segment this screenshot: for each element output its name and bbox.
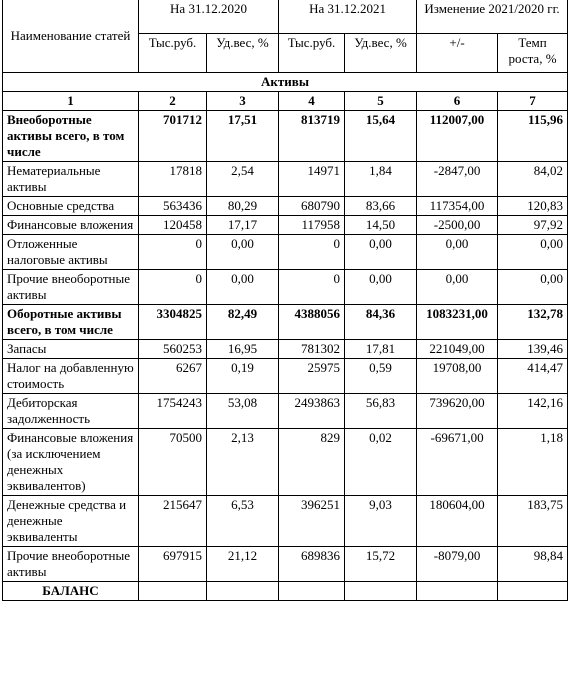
table-row	[3, 270, 568, 305]
row-name: Оборотные активы всего, в том числе	[3, 305, 139, 340]
row-growth: 84,02	[498, 162, 568, 197]
section-row	[3, 73, 568, 92]
row-share-2020: 53,08	[207, 394, 279, 429]
empty-cell	[498, 582, 568, 601]
col-number: 3	[207, 92, 279, 111]
row-growth: 0,00	[498, 270, 568, 305]
empty-cell	[207, 582, 279, 601]
row-diff: -69671,00	[417, 429, 498, 496]
row-growth: 142,16	[498, 394, 568, 429]
row-value-2021: 117958	[279, 216, 345, 235]
row-diff: 221049,00	[417, 340, 498, 359]
row-value-2021: 0	[279, 270, 345, 305]
row-value-2021: 689836	[279, 547, 345, 582]
col-number: 4	[279, 92, 345, 111]
row-value-2020: 0	[139, 270, 207, 305]
header-row-periods	[3, 0, 568, 34]
row-share-2020: 0,00	[207, 235, 279, 270]
header-name-col: Наименование статей	[3, 0, 139, 73]
row-diff: 112007,00	[417, 111, 498, 162]
row-diff: 0,00	[417, 270, 498, 305]
row-value-2021: 0	[279, 235, 345, 270]
row-share-2021: 0,00	[345, 235, 417, 270]
row-value-2020: 3304825	[139, 305, 207, 340]
row-value-2021: 781302	[279, 340, 345, 359]
row-growth: 0,00	[498, 235, 568, 270]
row-share-2020: 0,19	[207, 359, 279, 394]
row-value-2021: 680790	[279, 197, 345, 216]
row-value-2020: 215647	[139, 496, 207, 547]
empty-cell	[417, 582, 498, 601]
empty-cell	[139, 582, 207, 601]
row-value-2021: 25975	[279, 359, 345, 394]
header-diff: +/-	[417, 34, 498, 73]
row-share-2020: 2,13	[207, 429, 279, 496]
row-value-2020: 17818	[139, 162, 207, 197]
row-diff: 739620,00	[417, 394, 498, 429]
row-name: Финансовые вложения	[3, 216, 139, 235]
row-share-2020: 21,12	[207, 547, 279, 582]
header-share-2021: Уд.вес, %	[345, 34, 417, 73]
row-share-2021: 0,02	[345, 429, 417, 496]
row-share-2021: 14,50	[345, 216, 417, 235]
row-share-2021: 15,72	[345, 547, 417, 582]
col-number: 6	[417, 92, 498, 111]
row-growth: 1,18	[498, 429, 568, 496]
row-name: Дебиторская задолженность	[3, 394, 139, 429]
table-row	[3, 216, 568, 235]
row-value-2020: 0	[139, 235, 207, 270]
table-row	[3, 305, 568, 340]
row-share-2020: 16,95	[207, 340, 279, 359]
row-value-2020: 560253	[139, 340, 207, 359]
row-name: Финансовые вложения (за исключением денежных эквивалентов)	[3, 429, 139, 496]
row-diff: -2847,00	[417, 162, 498, 197]
header-period-2021: На 31.12.2021	[279, 0, 417, 34]
table-row	[3, 429, 568, 496]
row-growth: 139,46	[498, 340, 568, 359]
header-thous-2021: Тыс.руб.	[279, 34, 345, 73]
row-growth: 98,84	[498, 547, 568, 582]
row-growth: 97,92	[498, 216, 568, 235]
row-growth: 132,78	[498, 305, 568, 340]
row-name: Внеоборотные активы всего, в том числе	[3, 111, 139, 162]
row-value-2020: 563436	[139, 197, 207, 216]
table-row	[3, 359, 568, 394]
table-row	[3, 340, 568, 359]
row-diff: 0,00	[417, 235, 498, 270]
header-share-2020: Уд.вес, %	[207, 34, 279, 73]
row-share-2021: 9,03	[345, 496, 417, 547]
row-value-2020: 6267	[139, 359, 207, 394]
balance-table	[2, 0, 568, 601]
row-name: Налог на добавленную стоимость	[3, 359, 139, 394]
row-share-2020: 0,00	[207, 270, 279, 305]
row-name: Денежные средства и денежные эквиваленты	[3, 496, 139, 547]
row-name: Прочие внеоборотные активы	[3, 270, 139, 305]
row-value-2020: 701712	[139, 111, 207, 162]
row-share-2021: 0,59	[345, 359, 417, 394]
row-name: Нематериальные активы	[3, 162, 139, 197]
col-number: 7	[498, 92, 568, 111]
table-row	[3, 496, 568, 547]
row-value-2020: 1754243	[139, 394, 207, 429]
row-diff: 180604,00	[417, 496, 498, 547]
column-number-row	[3, 92, 568, 111]
row-growth: 183,75	[498, 496, 568, 547]
row-name: Основные средства	[3, 197, 139, 216]
balance-label: БАЛАНС	[3, 582, 139, 601]
row-growth: 120,83	[498, 197, 568, 216]
row-value-2021: 829	[279, 429, 345, 496]
row-value-2020: 70500	[139, 429, 207, 496]
row-diff: -2500,00	[417, 216, 498, 235]
row-value-2021: 14971	[279, 162, 345, 197]
row-diff: 1083231,00	[417, 305, 498, 340]
empty-cell	[279, 582, 345, 601]
row-growth: 115,96	[498, 111, 568, 162]
row-share-2021: 84,36	[345, 305, 417, 340]
row-name: Прочие внеоборотные активы	[3, 547, 139, 582]
row-diff: 117354,00	[417, 197, 498, 216]
row-share-2020: 2,54	[207, 162, 279, 197]
footer-row	[3, 582, 568, 601]
row-value-2020: 120458	[139, 216, 207, 235]
row-share-2020: 6,53	[207, 496, 279, 547]
table-row	[3, 394, 568, 429]
row-share-2020: 82,49	[207, 305, 279, 340]
row-share-2021: 15,64	[345, 111, 417, 162]
header-change: Изменение 2021/2020 гг.	[417, 0, 568, 34]
row-share-2020: 80,29	[207, 197, 279, 216]
header-thous-2020: Тыс.руб.	[139, 34, 207, 73]
col-number: 5	[345, 92, 417, 111]
row-value-2020: 697915	[139, 547, 207, 582]
row-share-2021: 17,81	[345, 340, 417, 359]
section-title: Активы	[3, 73, 568, 92]
table-row	[3, 235, 568, 270]
table-row	[3, 111, 568, 162]
row-share-2020: 17,17	[207, 216, 279, 235]
row-name: Отложенные налоговые активы	[3, 235, 139, 270]
row-share-2021: 0,00	[345, 270, 417, 305]
table-row	[3, 547, 568, 582]
col-number: 2	[139, 92, 207, 111]
row-value-2021: 4388056	[279, 305, 345, 340]
col-number: 1	[3, 92, 139, 111]
row-share-2021: 83,66	[345, 197, 417, 216]
row-value-2021: 2493863	[279, 394, 345, 429]
empty-cell	[345, 582, 417, 601]
row-value-2021: 396251	[279, 496, 345, 547]
row-value-2021: 813719	[279, 111, 345, 162]
row-share-2021: 56,83	[345, 394, 417, 429]
row-share-2021: 1,84	[345, 162, 417, 197]
table-row	[3, 197, 568, 216]
table-row	[3, 162, 568, 197]
header-growth: Темп роста, %	[498, 34, 568, 73]
row-growth: 414,47	[498, 359, 568, 394]
row-diff: 19708,00	[417, 359, 498, 394]
row-share-2020: 17,51	[207, 111, 279, 162]
row-name: Запасы	[3, 340, 139, 359]
row-diff: -8079,00	[417, 547, 498, 582]
header-period-2020: На 31.12.2020	[139, 0, 279, 34]
